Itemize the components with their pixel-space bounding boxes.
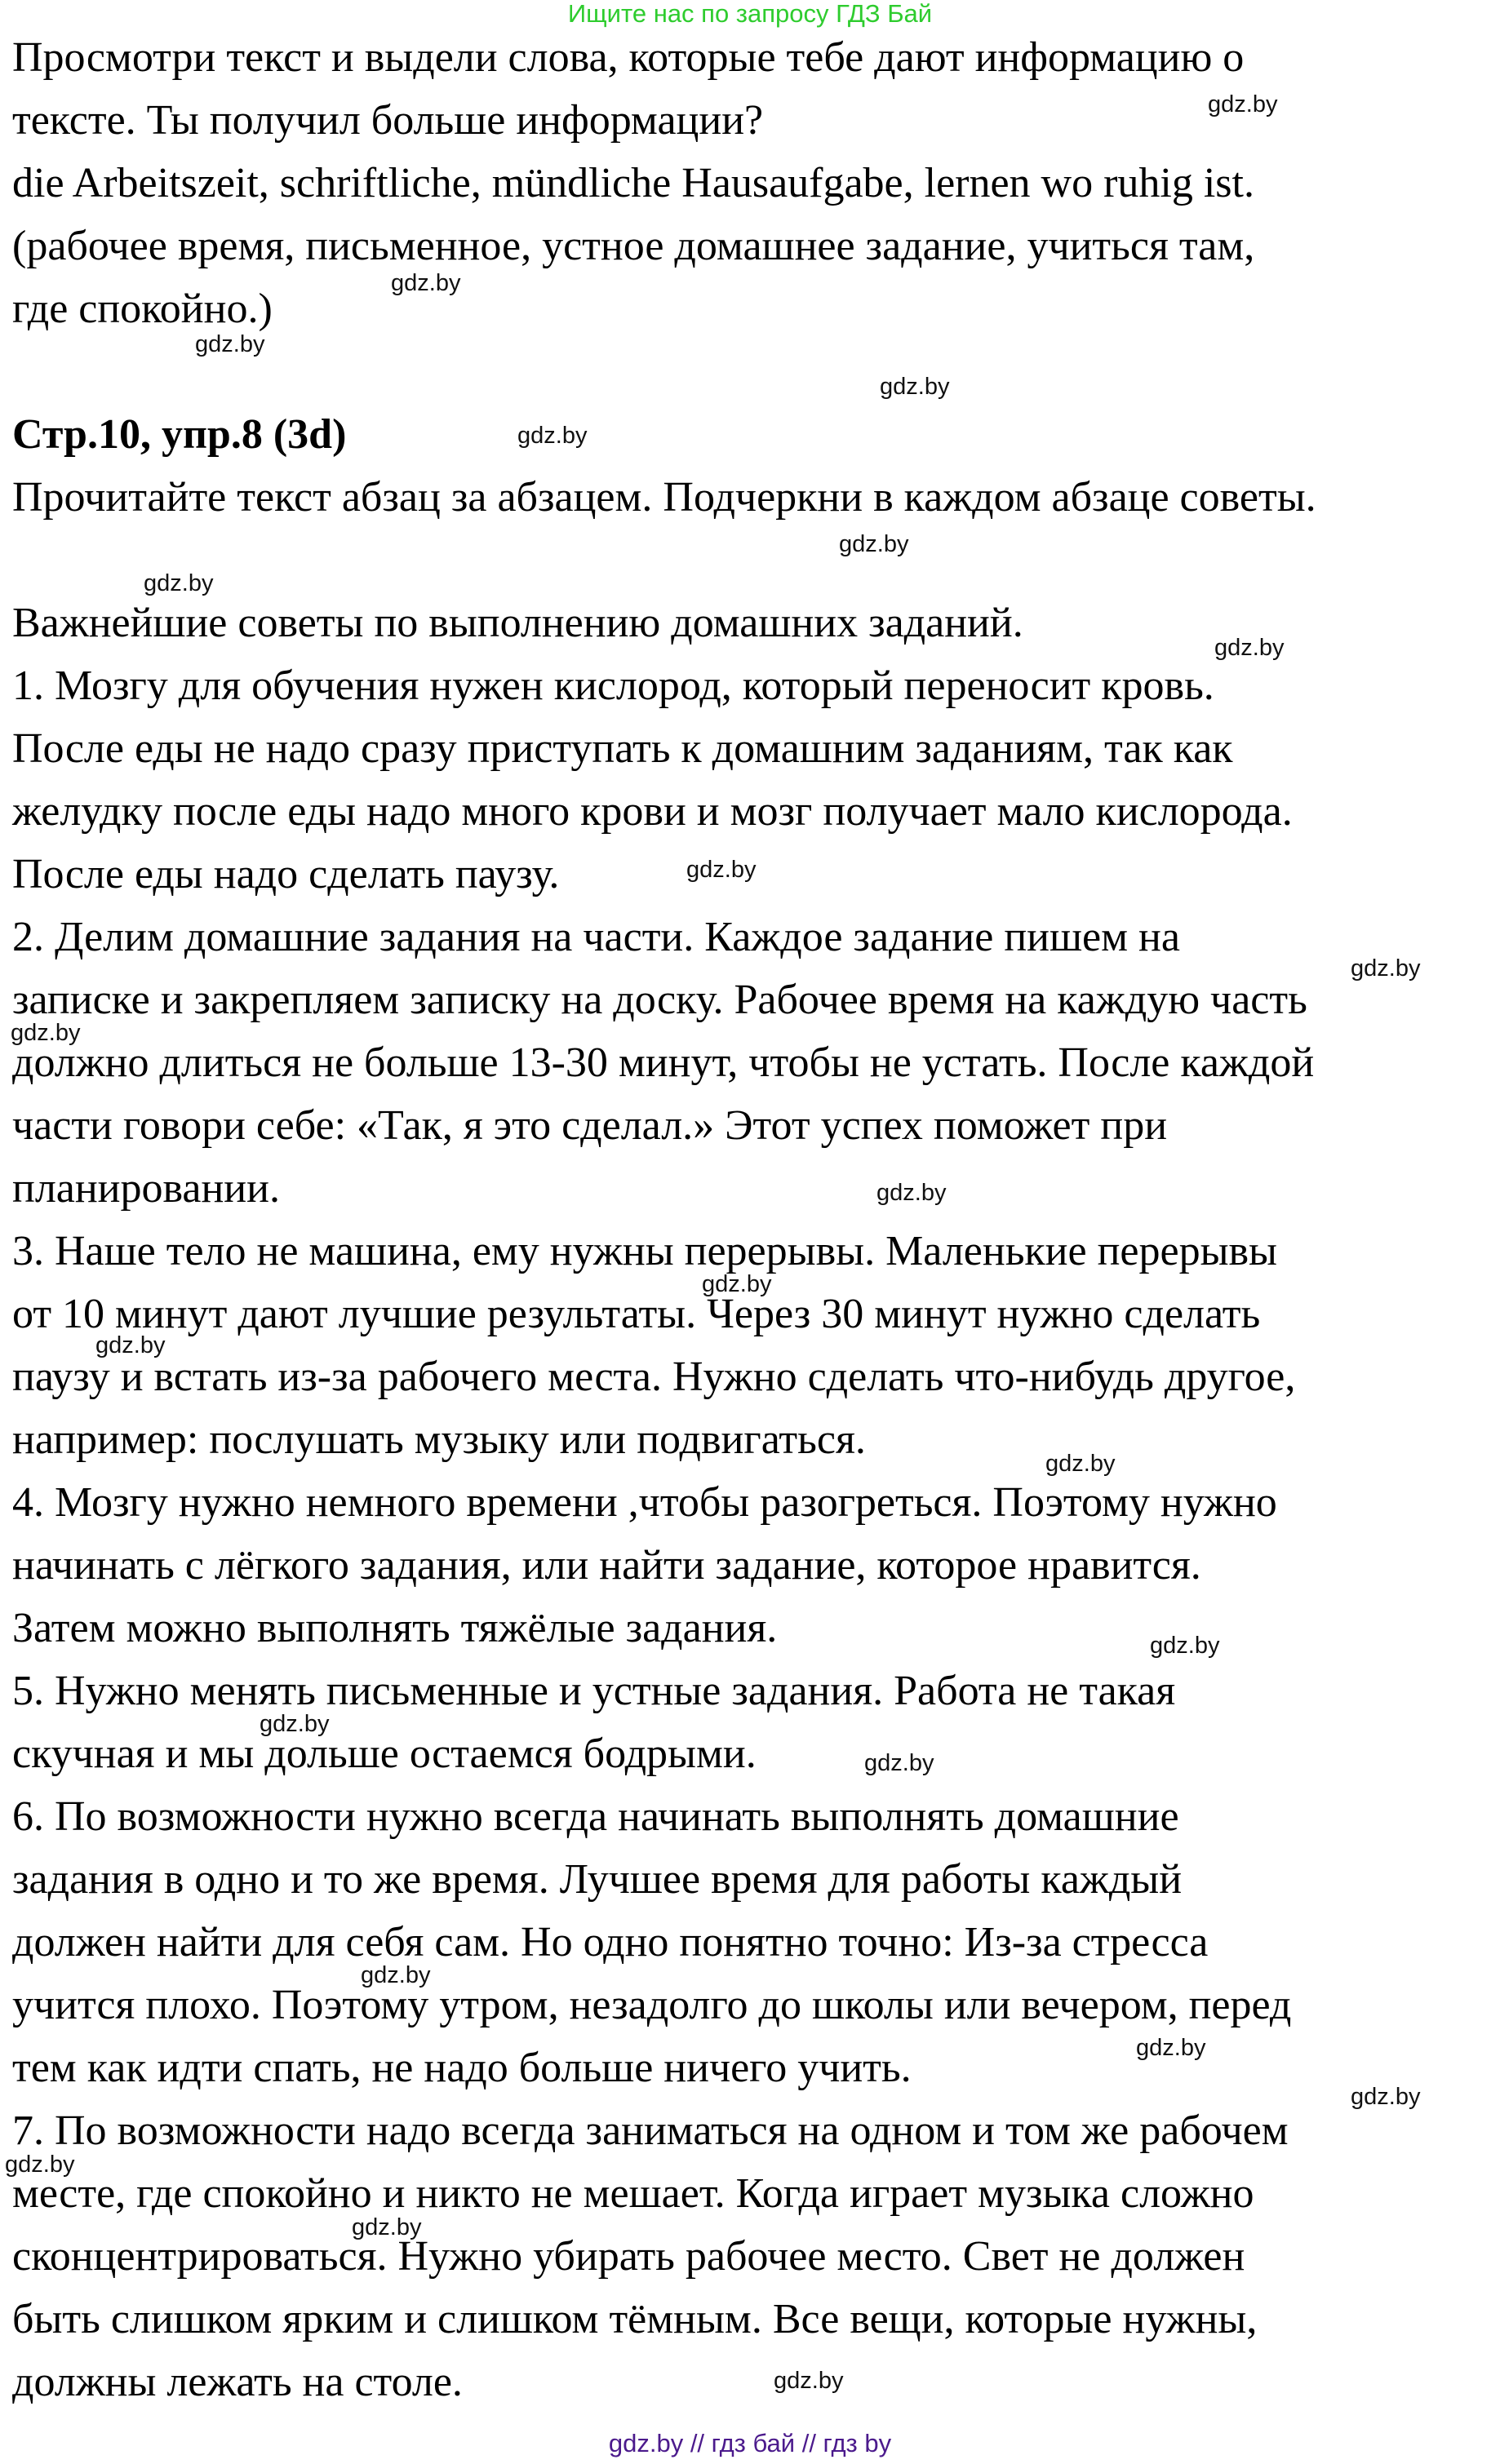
text-line: 2. Делим домашние задания на части. Каждое задание пишем на [12, 914, 1180, 960]
text-line: Прочитайте текст абзац за абзацем. Подчеркни в каждом абзаце советы. [12, 474, 1316, 521]
text-line: Просмотри текст и выдели слова, которые тебе дают информацию о [12, 34, 1245, 81]
watermark-text: gdz.by [1150, 1633, 1220, 1659]
watermark-text: gdz.by [1351, 955, 1421, 982]
text-line: где спокойно.) [12, 286, 273, 332]
text-line: 1. Мозгу для обучения нужен кислород, который переносит кровь. [12, 663, 1214, 709]
watermark-text: gdz.by [702, 1271, 772, 1297]
watermark-text: gdz.by [1136, 2035, 1206, 2061]
text-line: записке и закрепляем записку на доску. Рабочее время на каждую часть [12, 977, 1307, 1023]
text-line: месте, где спокойно и никто не мешает. Когда играет музыка сложно [12, 2170, 1254, 2217]
watermark-text: gdz.by [195, 331, 265, 357]
watermark-text: gdz.by [352, 2214, 422, 2240]
watermark-text: gdz.by [391, 270, 461, 296]
watermark-text: gdz.by [5, 2152, 75, 2178]
text-line: Затем можно выполнять тяжёлые задания. [12, 1605, 778, 1651]
text-line: скучная и мы дольше остаемся бодрыми. [12, 1731, 757, 1777]
text-line: 5. Нужно менять письменные и устные задания. Работа не такая [12, 1668, 1176, 1714]
text-line: желудку после еды надо много крови и мозг получает мало кислорода. [12, 788, 1293, 835]
text-line: должен найти для себя сам. Но одно понятно точно: Из-за стресса [12, 1919, 1209, 1965]
watermark-text: gdz.by [361, 1962, 431, 1988]
text-line: должно длиться не больше 13-30 минут, чтобы не устать. После каждой [12, 1039, 1315, 1086]
text-line: должны лежать на столе. [12, 2359, 463, 2405]
search-banner[interactable]: Ищите нас по запросу ГДЗ Бай [567, 0, 933, 28]
text-line: учится плохо. Поэтому утром, незадолго до школы или вечером, перед [12, 1982, 1292, 2028]
text-line: 6. По возможности нужно всегда начинать выполнять домашние [12, 1793, 1179, 1840]
text-line: После еды надо сделать паузу. [12, 851, 560, 897]
text-line: части говори себе: «Так, я это сделал.» Этот успех поможет при [12, 1102, 1168, 1149]
text-line: начинать с лёгкого задания, или найти задание, которое нравится. [12, 1542, 1201, 1589]
watermark-text: gdz.by [774, 2368, 844, 2394]
text-line: die Arbeitszeit, schriftliche, mündliche Hausaufgabe, lernen wo ruhig ist. [12, 160, 1254, 206]
text-line: 4. Мозгу нужно немного времени ,чтобы разогреться. Поэтому нужно [12, 1479, 1277, 1526]
watermark-text: gdz.by [95, 1332, 166, 1358]
watermark-text: gdz.by [517, 423, 588, 449]
watermark-text: gdz.by [11, 1020, 81, 1046]
text-line: тексте. Ты получил больше информации? [12, 97, 764, 144]
footer-links[interactable]: gdz.by // гдз бай // гдз by [608, 2429, 892, 2457]
watermark-text: gdz.by [1214, 635, 1285, 661]
watermark-text: gdz.by [864, 1750, 934, 1776]
text-line: от 10 минут дают лучшие результаты. Через 30 минут нужно сделать [12, 1291, 1261, 1337]
watermark-text: gdz.by [876, 1180, 947, 1206]
watermark-text: gdz.by [260, 1711, 330, 1737]
watermark-text: gdz.by [1045, 1451, 1116, 1477]
text-line: После еды не надо сразу приступать к домашним заданиям, так как [12, 725, 1233, 772]
text-line: задания в одно и то же время. Лучшее время для работы каждый [12, 1856, 1183, 1903]
text-line: (рабочее время, письменное, устное домашнее задание, учиться там, [12, 223, 1255, 269]
text-line: 3. Наше тело не машина, ему нужны перерывы. Маленькие перерывы [12, 1228, 1277, 1274]
section-heading: Стр.10, упр.8 (3d) [12, 411, 347, 458]
watermark-text: gdz.by [839, 531, 909, 557]
text-line: Важнейшие советы по выполнению домашних заданий. [12, 600, 1023, 646]
text-line: тем как идти спать, не надо больше ничего учить. [12, 2045, 912, 2091]
text-line: планировании. [12, 1165, 280, 1212]
watermark-text: gdz.by [144, 570, 214, 596]
watermark-text: gdz.by [686, 857, 757, 883]
watermark-text: gdz.by [1208, 91, 1278, 117]
text-line: сконцентрироваться. Нужно убирать рабочее место. Свет не должен [12, 2233, 1245, 2280]
text-line: 7. По возможности надо всегда заниматься на одном и том же рабочем [12, 2107, 1289, 2154]
text-line: быть слишком ярким и слишком тёмным. Все вещи, которые нужны, [12, 2296, 1258, 2342]
text-line: например: послушать музыку или подвигаться. [12, 1416, 866, 1463]
watermark-text: gdz.by [1351, 2084, 1421, 2110]
watermark-text: gdz.by [880, 374, 950, 400]
text-line: паузу и встать из-за рабочего места. Нужно сделать что-нибудь другое, [12, 1354, 1296, 1400]
